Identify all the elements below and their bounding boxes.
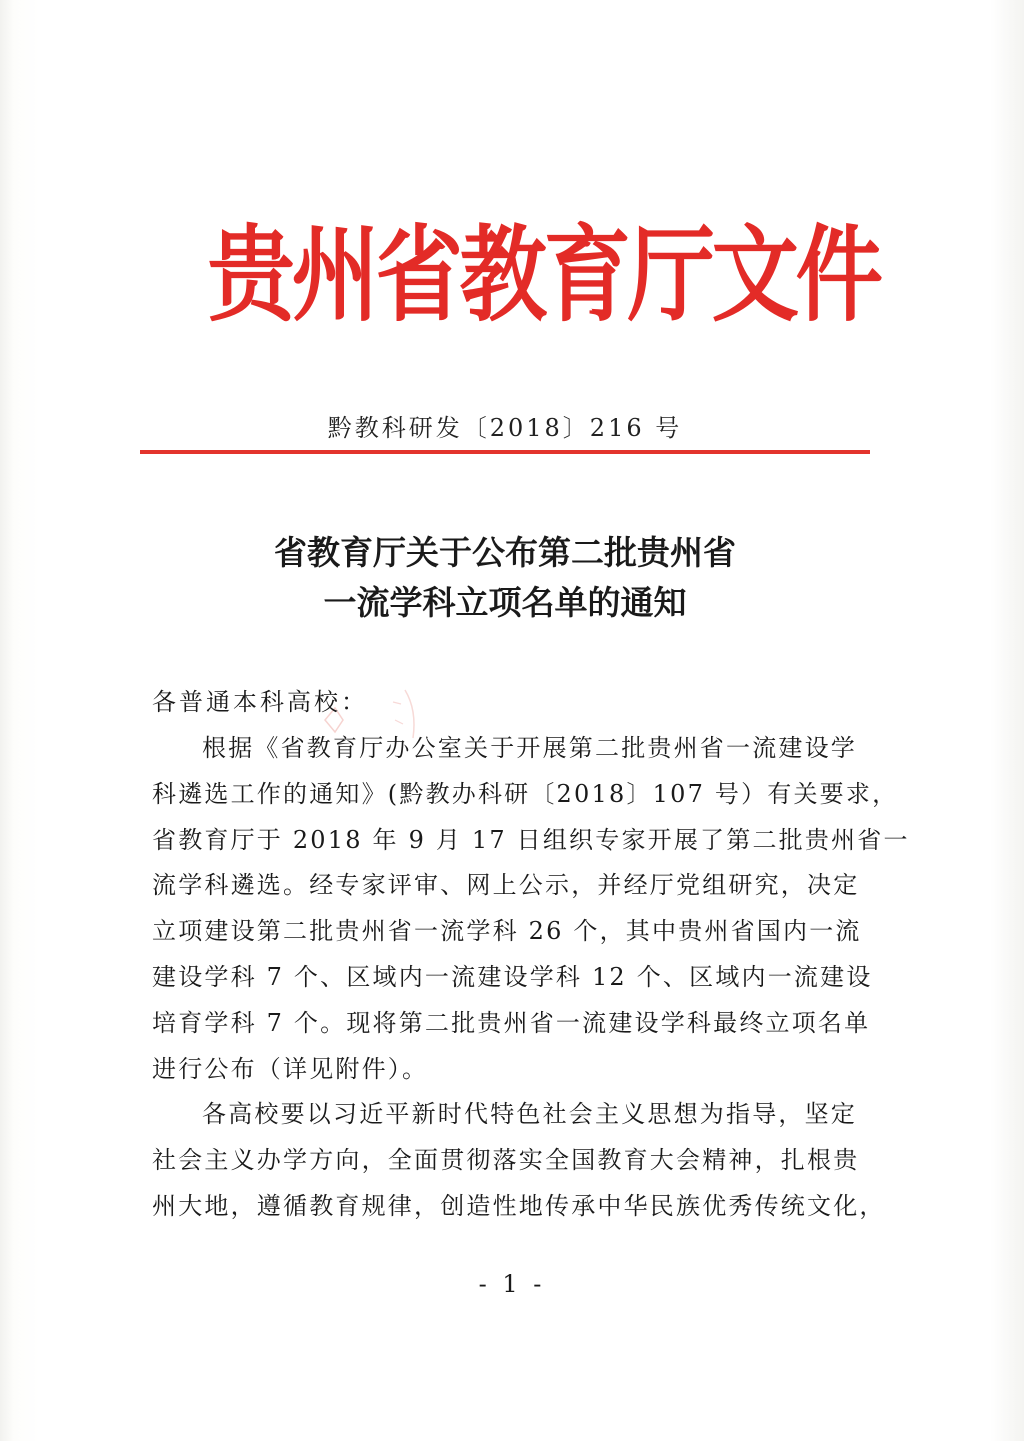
paragraph-line: 流学科遴选。经专家评审、网上公示，并经厅党组研究，决定 (152, 871, 860, 900)
paragraph-line: 根据《省教育厅办公室关于开展第二批贵州省一流建设学 (202, 734, 857, 762)
paragraph-line: 各高校要以习近平新时代特色社会主义思想为指导，坚定 (202, 1100, 857, 1129)
paragraph-line: 州大地，遵循教育规律，创造性地传承中华民族优秀传统文化， (152, 1191, 886, 1220)
document-number: 黔教科研发〔2018〕216 号 (327, 414, 683, 442)
notice-body (152, 726, 910, 1230)
paragraph-line: 建设学科 7 个、区域内一流建设学科 12 个、区域内一流建设 (152, 962, 873, 991)
paragraph-line: 省教育厅于 2018 年 9 月 17 日组织专家开展了第二批贵州省一 (152, 825, 910, 854)
paragraph-line: 培育学科 7 个。现将第二批贵州省一流建设学科最终立项名单 (152, 1008, 871, 1037)
document-header-title: 贵州省教育厅文件 (207, 214, 880, 336)
paragraph-line: 立项建设第二批贵州省一流学科 26 个，其中贵州省国内一流 (152, 917, 862, 946)
notice-title (150, 528, 860, 628)
page-number: - 1 - (478, 1270, 546, 1298)
paragraph-2 (152, 1092, 886, 1229)
paragraph-line: 社会主义办学方向，全面贯彻落实全国教育大会精神，扎根贵 (152, 1146, 860, 1175)
paragraph-line: 进行公布（详见附件）。 (152, 1054, 429, 1083)
red-divider-line (140, 450, 870, 454)
salutation: 各普通本科高校： (152, 688, 368, 716)
notice-title-line-2: 一流学科立项名单的通知 (323, 583, 687, 622)
paragraph-1 (152, 726, 910, 1092)
paragraph-line: 科遴选工作的通知》(黔教办科研〔2018〕107 号）有关要求， (152, 779, 899, 808)
notice-title-line-1: 省教育厅关于公布第二批贵州省 (274, 533, 736, 572)
